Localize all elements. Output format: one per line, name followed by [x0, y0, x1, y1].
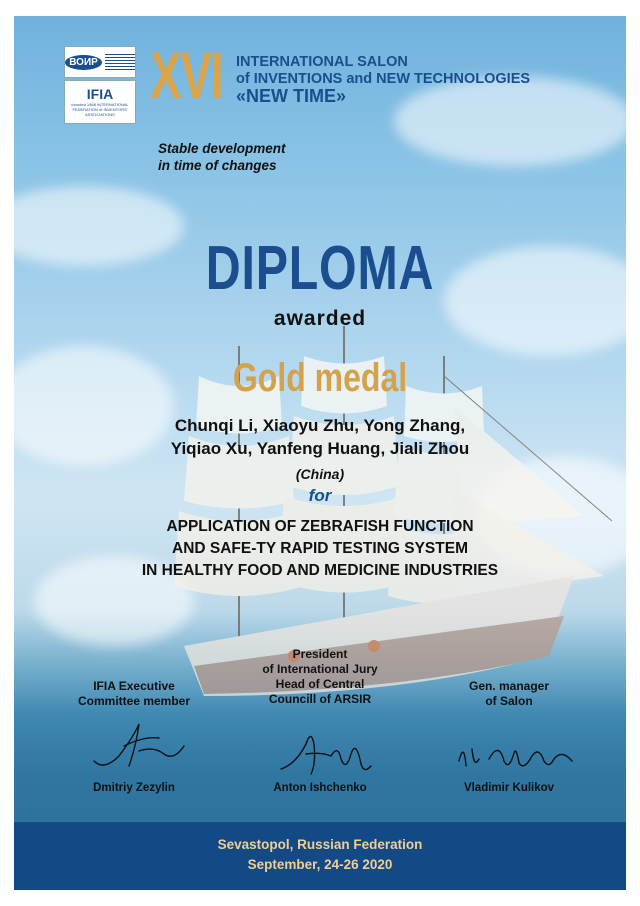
for-label: for: [308, 486, 332, 505]
invention-title: [14, 516, 626, 582]
footer-dates: September, 24-26 2020: [247, 857, 393, 872]
footer-band: [14, 822, 626, 890]
medal-label: Gold medal: [232, 356, 408, 400]
salon-title: [236, 54, 530, 105]
ifia-logo: [64, 80, 136, 124]
salon-title-line1: INTERNATIONAL SALON: [236, 54, 408, 70]
motto-line1: Stable development: [158, 141, 286, 156]
right-signature: [454, 731, 584, 776]
motto: [158, 140, 286, 174]
right-signatory-role: Gen. manager of Salon: [468, 679, 550, 708]
salon-title-line2: of INVENTIONS and NEW TECHNOLOGIES: [236, 71, 531, 87]
title-line1: APPLICATION OF ZEBRAFISH FUNCTION: [166, 518, 474, 535]
title-line3: IN HEALTHY FOOD AND MEDICINE INDUSTRIES: [141, 562, 499, 579]
title-line2: AND SAFE-TY RAPID TESTING SYSTEM: [172, 540, 468, 557]
logo-group: [64, 46, 136, 122]
ifia-logo-subtext: founded 1968 INTERNATIONAL FEDERATION of INVENTORS' ASSOCIATIONS: [71, 102, 129, 117]
awarded-label: awarded: [273, 307, 367, 330]
left-signature: [84, 716, 194, 776]
names-line1: Chunqi Li, Xiaoyu Zhu, Yong Zhang,: [174, 416, 466, 435]
ifia-logo-text: IFIA: [86, 86, 114, 102]
names-line2: Yiqiao Xu, Yanfeng Huang, Jiali Zhou: [170, 439, 470, 458]
center-signatory-name: Anton Ishchenko: [273, 782, 367, 794]
center-signatory-role: President of International Jury Head of Central Councill of ARSIR: [262, 647, 378, 706]
footer-location: Sevastopol, Russian Federation: [217, 837, 423, 852]
salon-title-line3: «NEW TIME»: [236, 86, 347, 106]
diploma-certificate: [14, 16, 626, 890]
voir-logo: [64, 46, 136, 78]
right-signatory-name: Vladimir Kulikov: [463, 782, 555, 794]
motto-line2: in time of changes: [158, 158, 277, 173]
voir-logo-text: ВОИР: [65, 55, 102, 70]
left-signatory-role: IFIA Executive Committee member: [77, 679, 191, 708]
country-label: (China): [295, 466, 345, 482]
left-signatory-name: Dmitriy Zezylin: [93, 782, 175, 794]
diploma-heading: DIPLOMA: [205, 234, 435, 303]
center-signature: [276, 724, 376, 779]
edition-number: XVI: [150, 38, 223, 112]
recipient-names: [14, 414, 626, 460]
